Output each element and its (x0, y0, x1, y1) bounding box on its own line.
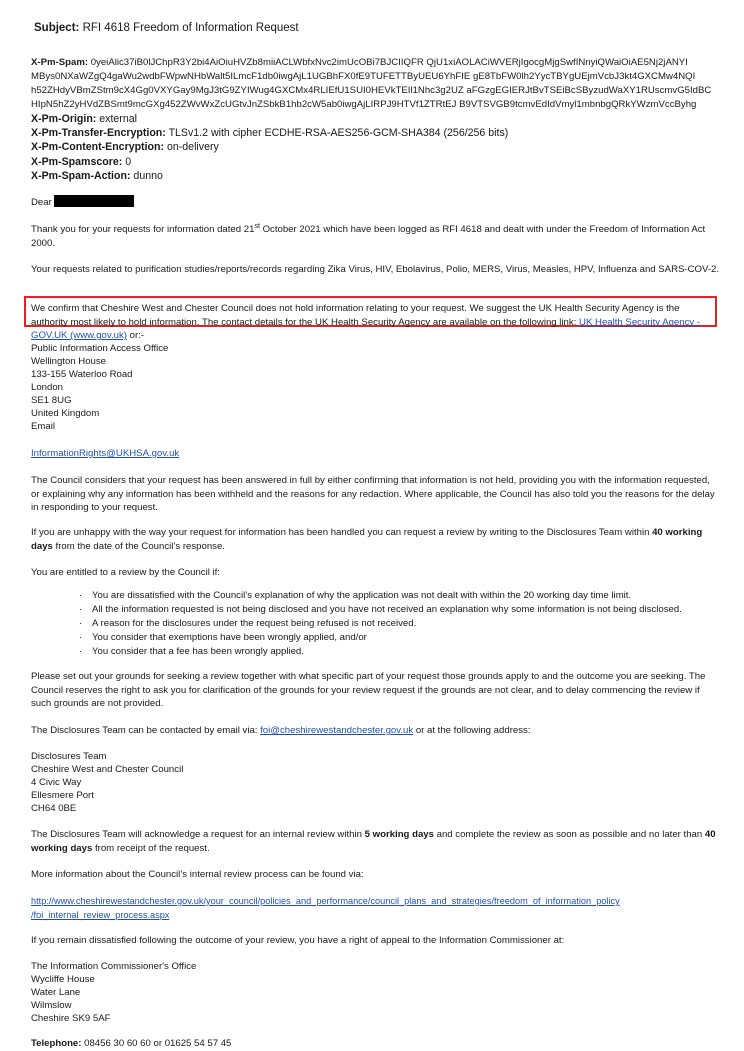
transfer-encryption-header: X-Pm-Transfer-Encryption: TLSv1.2 with cipher ECDHE-RSA-AES256-GCM-SHA384 (256/256 bits) (31, 127, 509, 140)
spam-label: X-Pm-Spam: (31, 57, 89, 68)
telephone-line (31, 1037, 721, 1051)
redacted-name (54, 195, 134, 207)
spamscore-header: X-Pm-Spamscore: 0 (31, 155, 132, 168)
spam-header (31, 56, 731, 112)
telephone-value: 08456 30 60 60 or 01625 54 57 45 (84, 1038, 232, 1049)
ukhsa-email (31, 447, 721, 461)
ico-address: The Information Commissioner's Office Wycliffe House Water Lane Wilmslow Cheshire SK9 5AF (31, 961, 197, 1024)
paragraph-entitled-review: You are entitled to a review by the Council if: (31, 567, 220, 578)
review-process-link (31, 895, 721, 922)
spam-header-line-3: h52ZHdyVBmZStm9cX4Gg0VXYGay9MgJ3tG9ZYIWug4GXCMx4RLIEfU1SUI0HEVkTEIl1Nhc3g2UZ aFGzgEGIERJtBvTSEiBcSByzudWaXY1RUscmvG5IdBC (31, 85, 712, 96)
paragraph-acknowledge-review: The Disclosures Team will acknowledge a request for an internal review within 5 working days and complete the review as soon as possible and no later than 40 working days from receipt of the request. (31, 829, 716, 854)
subject-text: RFI 4618 Freedom of Information Request (82, 22, 299, 34)
list-item: · A reason for the disclosures under the request being refused is not received. (79, 617, 729, 631)
ukhsa-link[interactable]: UK Health Security Agency - GOV.UK (www.gov.uk) (31, 316, 701, 342)
list-item: · All the information requested is not being disclosed and you have not received an explanation why some information is not being disclosed. (79, 603, 729, 617)
list-item: · You consider that a fee has been wrongly applied. (79, 645, 729, 659)
telephone-label: Telephone: (31, 1038, 82, 1049)
review-process-link-line-1[interactable]: http://www.cheshirewestandchester.gov.uk/your_council/policies_and_performance/council_plans_and_strategies/freedom_of_information_policy (31, 896, 620, 906)
salutation: Dear (31, 195, 721, 210)
disclosures-address: Disclosures Team Cheshire West and Chester Council 4 Civic Way Ellesmere Port CH64 0BE (31, 751, 184, 814)
spam-header-line-2: MBys0NXaWZgQ4gaWu2wdbFWpwNHbWalt5ILmcF1db0iwgAjL1UGBhFX0fE9TUFETTByUEU6YhFIE gE8TbFW0lh2YycTBYgUEjmVcbJ3kt4GXCMw4NQI (31, 71, 696, 82)
paragraph-more-info: More information about the Council’s internal review process can be found via: (31, 869, 364, 880)
paragraph-review-request: If you are unhappy with the way your request for information has been handled you can request a review by writing to the Disclosures Team within 40 working days from the date of the Council’s response. (31, 527, 703, 552)
paragraph-contact-disclosures: The Disclosures Team can be contacted by email via: foi@cheshirewestandchester.gov.uk or at the following address: (31, 725, 531, 736)
spam-header-line-4: HIpN5hZ2yHVdZBSmt9mcGXg452ZWvWxZcUGtvJnZSbkB1hb2cW5ab0iwgAjLIRPJ9HTVf1ZTRtEJ B9VTSVGB9tcmvEdIdVmyl1mbnbgQRkYWzmVccByhg (31, 99, 697, 110)
foi-email-link[interactable]: foi@cheshirewestandchester.gov.uk (260, 725, 414, 736)
spam-action-header: X-Pm-Spam-Action: dunno (31, 169, 163, 182)
ukhsa-address: Public Information Access Office Wellington House 133-155 Waterloo Road London SE1 8UG United Kingdom Email (31, 343, 169, 432)
content-encryption-header: X-Pm-Content-Encryption: on-delivery (31, 141, 219, 154)
email-subject (34, 22, 299, 36)
review-process-link-line-2[interactable]: /foi_internal_review_process.aspx (31, 909, 170, 920)
list-item: · You are dissatisfied with the Council’s explanation of why the application was not dealt with within the 20 working day time limit. (79, 589, 729, 603)
review-conditions-list (79, 589, 729, 659)
paragraph-grounds: Please set out your grounds for seeking a review together with what specific part of your request those grounds apply to and the outcome you are seeking. The Council reserves the right to ask you for clarification of the grounds for your review request if the grounds are not clear, and to delay commencing the review if such grounds are not provided. (31, 671, 706, 710)
spam-header-line-1: X-Pm-Spam: 0yeiAlic37iB0lJChpR3Y2bi4AiOiuHVZb8miiACLWbfxNvc2imUcOBi7BJCIIQFR QjU1xiAOLACiWVERjIgocgMjgSwfINnyiQWaiOiAE5Nj2jANYI (31, 57, 688, 68)
paragraph-request-subject: Your requests related to purification studies/reports/records regarding Zika Virus, HIV, Ebolavirus, Polio, MERS, Virus, Measles, HPV, Influenza and SARS-COV-2. (31, 264, 720, 275)
paragraph-request-acknowledgement: Thank you for your requests for information dated 21st October 2021 which have been logged as RFI 4618 and dealt with under the Freedom of Information Act 2000. (31, 222, 706, 249)
origin-header: X-Pm-Origin: external (31, 113, 137, 125)
paragraph-answered-in-full: The Council considers that your request has been answered in full by either confirming that information is not held, providing you with the information requested, or explaining why any information has been withheld and the reasons for any redaction. Where applicable, the Council has also told you the reasons for the delay in responding to your request. (31, 475, 715, 514)
paragraph-info-not-held: We confirm that Cheshire West and Chester Council does not hold information relating to your request. We suggest the UK Health Security Agency is the authority most likely to hold information. The contact details for the UK Health Security Agency are available on the following link: UK Health Security Agency - GOV.UK (www.gov.uk) or:- (31, 303, 701, 342)
paragraph-appeal: If you remain dissatisfied following the outcome of your review, you have a right of appeal to the Information Commissioner at: (31, 935, 565, 946)
list-item: · You consider that exemptions have been wrongly applied, and/or (79, 631, 729, 645)
ukhsa-email-link[interactable]: InformationRights@UKHSA.gov.uk (31, 448, 180, 459)
subject-label: Subject: (34, 22, 80, 34)
email-headers (31, 56, 731, 183)
